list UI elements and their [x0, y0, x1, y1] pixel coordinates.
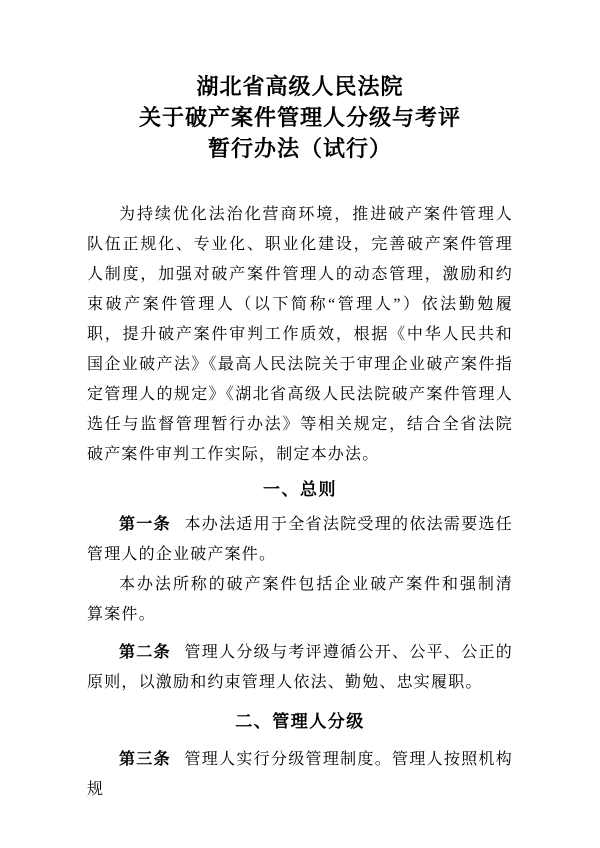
article-3-text: 管理人实行分级管理制度。管理人按照机构规	[87, 751, 513, 798]
intro-paragraph: 为持续优化法治化营商环境，推进破产案件管理人队伍正规化、专业化、职业化建设，完善破产案件管理人制度，加强对破产案件管理人的动态管理，激励和约束破产案件管理人（以下简称“管理人”）依法勤勉履职，提升破产案件审判工作质效，根据《中华人民共和国企业破产法》《最高人民法院关于审理企业破产案件指定管理人的规定》《湖北省高级人民法院破产案件管理人选任与监督管理暂行办法》等相关规定，结合全省法院破产案件审判工作实际，制定本办法。	[87, 206, 513, 463]
article-2-label: 第二条	[119, 644, 171, 661]
article-2-text: 管理人分级与考评遵循公开、公平、公正的原则，以激励和约束管理人依法、勤勉、忠实履职。	[87, 644, 513, 691]
title-line-1: 湖北省高级人民法院	[196, 74, 404, 99]
document-body	[87, 200, 513, 805]
title-line-3: 暂行办法（试行）	[207, 136, 392, 161]
section-heading-administrator-classification: 二、管理人分级	[235, 712, 365, 731]
article-2-paragraph	[87, 638, 513, 698]
article-3-paragraph	[87, 745, 513, 805]
article-1-label: 第一条	[119, 516, 171, 533]
title-line-2: 关于破产案件管理人分级与考评	[138, 105, 461, 130]
article-1-text: 本办法适用于全省法院受理的依法需要选任管理人的企业破产案件。	[87, 516, 513, 563]
article-3-label: 第三条	[119, 751, 171, 768]
article-1-paragraph	[87, 510, 513, 570]
document-title	[87, 71, 513, 164]
section-heading-general-provisions: 一、总则	[263, 480, 337, 499]
article-1-paragraph-2: 本办法所称的破产案件包括企业破产案件和强制清算案件。	[87, 576, 513, 623]
